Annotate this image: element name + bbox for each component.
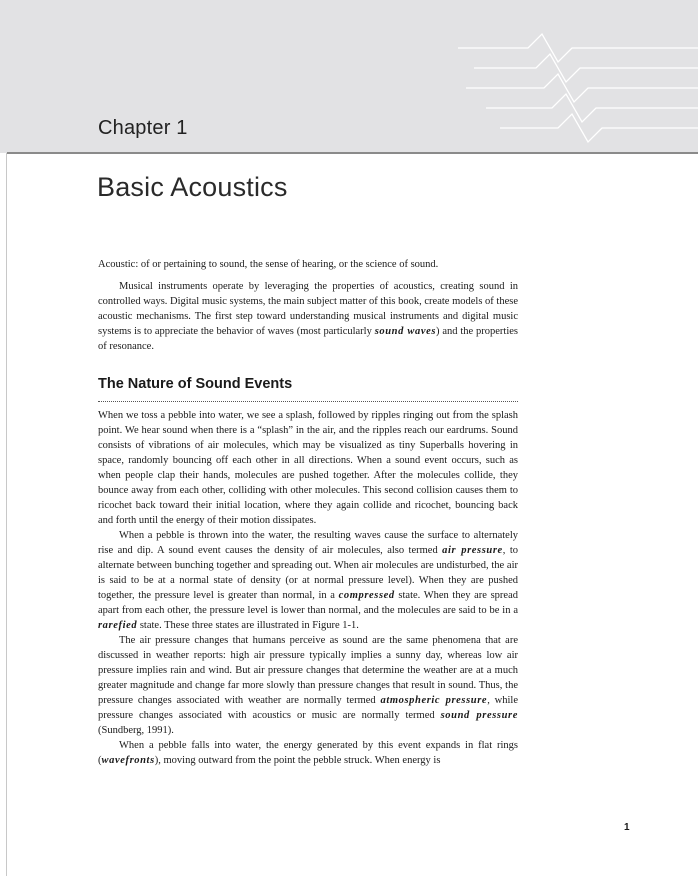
header-divider [7, 152, 698, 154]
term-rarefied: rarefied [98, 620, 138, 631]
paragraph-4: When a pebble falls into water, the energy generated by this event expands in flat rings (wavefronts), moving outward from the point the pebble struck. When energy is [98, 740, 518, 766]
intro-paragraph [98, 279, 518, 354]
term-atmospheric-pressure: atmospheric pressure [380, 695, 488, 706]
paragraph-1: When we toss a pebble into water, we see a splash, followed by ripples ringing out from the splash point. We hear sound when there is a “splash” in the air, and the ripples reach our eardrums. Sound consists of vibrations of air molecules, which may be visualized as tiny Superballs hovering in space, randomly bouncing off each other in all directions. When a sound event occurs, such as when people clap their hands, molecules are pushed together. After the molecules collide, they bounce away from each other, colliding with other molecules. This second collision causes them to ricochet back toward their initial location, where they again collide and ricochet, bouncing back and forth until the energy of their motion dissipates. [98, 410, 518, 526]
term-sound-pressure: sound pressure [440, 710, 518, 721]
term-wavefronts: wavefronts [101, 755, 155, 766]
paragraph-3: The air pressure changes that humans perceive as sound are the same phenomena that are discussed in weather reports: high air pressure typically implies a sunny day, whereas low air pressure implies rain and wind. But air pressure changes that determine the weather are at a much greater magnitude and change far more slowly than pressure changes that result in sound. Thus, the pressure changes associated with weather are normally termed atmospheric pressure, while pressure changes associated with acoustics or music are normally termed sound pressure (Sundberg, 1991). [98, 635, 518, 736]
intro-text-a: Musical instruments operate by leveraging the properties of acoustics, creating sound in controlled ways. Digital music systems, the main subject matter of this book, create models of these acoustic mechanisms. The first step toward understanding musical instruments and digital music systems is to appreciate the behavior of waves (most particularly [98, 281, 518, 337]
term-air-pressure: air pressure [442, 545, 503, 556]
page-edge-line [6, 153, 7, 876]
epigraph-text: Acoustic: of or pertaining to sound, the sense of hearing, or the science of sound. [98, 259, 439, 270]
epigraph [98, 257, 518, 272]
chapter-label: Chapter 1 [98, 117, 188, 139]
section-divider [98, 401, 518, 402]
chapter-title: Basic Acoustics [97, 172, 288, 202]
section-body [98, 408, 518, 768]
page-number: 1 [624, 822, 630, 833]
section-heading: The Nature of Sound Events [98, 376, 293, 392]
term-compressed: compressed [338, 590, 395, 601]
intro-text-b: ) and the properties of resonance. [98, 326, 518, 352]
waveform-decoration-icon [440, 20, 698, 160]
term-sound-waves: sound waves [374, 326, 437, 337]
paragraph-2: When a pebble is thrown into the water, the resulting waves cause the surface to alternately rise and dip. A sound event causes the density of air molecules, also termed air pressure, to alternate between bunching together and spreading out. When air molecules are undisturbed, the air is said to be at a normal state of density (or at normal pressure level). When they are pushed together, the pressure level is greater than normal, in a compressed state. When they are spread apart from each other, the pressure level is lower than normal, and the molecules are said to be in a rarefied state. These three states are illustrated in Figure 1-1. [98, 530, 519, 631]
